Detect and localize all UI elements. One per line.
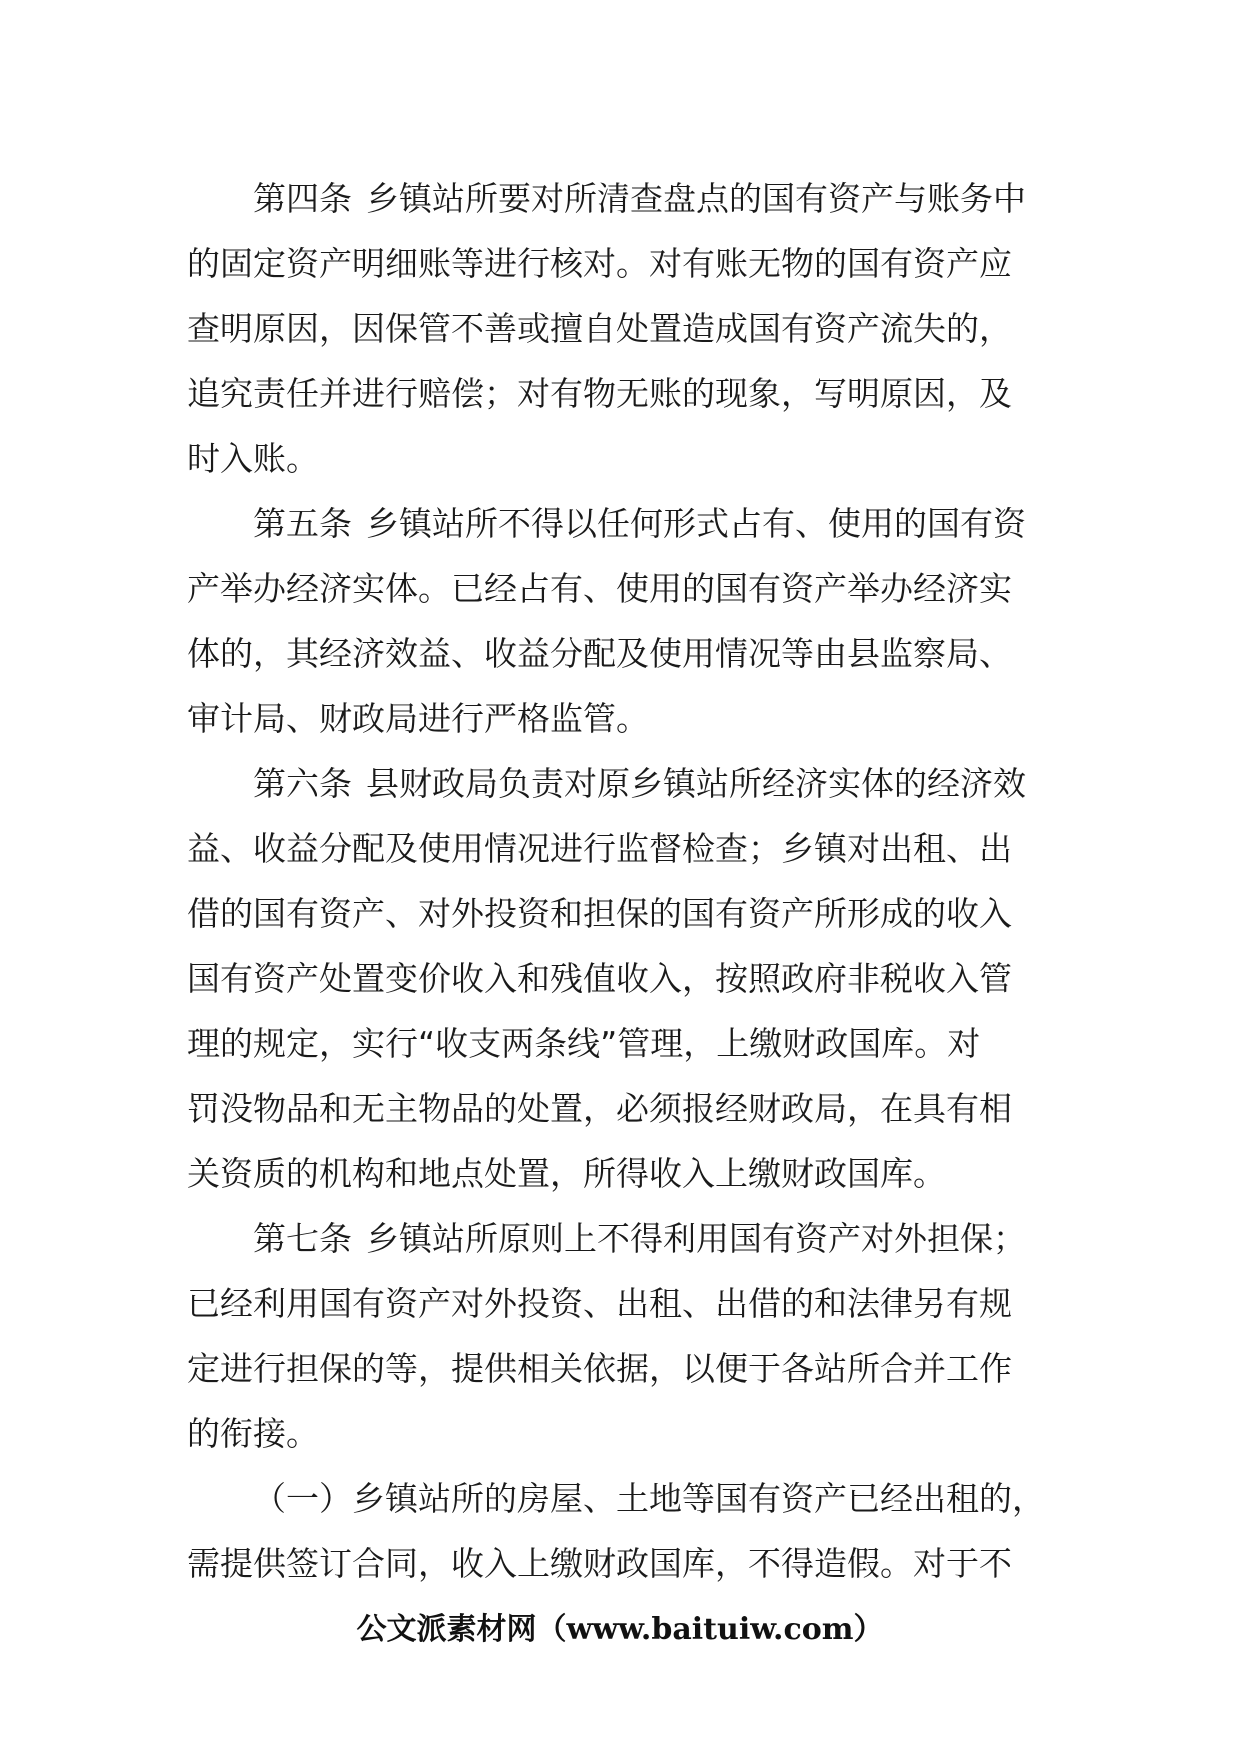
article-4-heading: 第四条	[253, 179, 352, 218]
article-5-line-3: 体的，其经济效益、收益分配及使用情况等由县监察局、	[187, 634, 1012, 673]
article-6-line-6: 罚没物品和无主物品的处置，必须报经财政局，在具有相	[187, 1089, 1012, 1128]
article-4-line-1: 第四条 乡镇站所要对所清查盘点的国有资产与账务中	[253, 179, 1026, 218]
article-6-line-2: 益、收益分配及使用情况进行监督检查；乡镇对出租、出	[187, 829, 1012, 868]
article-7-line-2: 已经利用国有资产对外投资、出租、出借的和法律另有规	[187, 1284, 1012, 1323]
item-1-line-1: （一）乡镇站所的房屋、土地等国有资产已经出租的，	[253, 1479, 1045, 1518]
article-6-line-4: 国有资产处置变价收入和残值收入，按照政府非税收入管	[187, 959, 1012, 998]
article-6-heading: 第六条	[253, 764, 352, 803]
article-6-line-1: 第六条 县财政局负责对原乡镇站所经济实体的经济效	[253, 764, 1026, 803]
article-5-line-4: 审计局、财政局进行严格监管。	[187, 699, 649, 738]
article-5-line-1: 第五条 乡镇站所不得以任何形式占有、使用的国有资	[253, 504, 1026, 543]
article-6-line-7: 关资质的机构和地点处置，所得收入上缴财政国库。	[187, 1154, 946, 1193]
article-5-heading: 第五条	[253, 504, 352, 543]
footer-source: 公文派素材网（www.baituiw.com）	[356, 1612, 884, 1647]
item-1-line-2: 需提供签订合同，收入上缴财政国库，不得造假。对于不	[187, 1544, 1012, 1583]
article-6-line-3: 借的国有资产、对外投资和担保的国有资产所形成的收入	[187, 894, 1012, 933]
article-7-heading: 第七条	[253, 1219, 352, 1258]
document-body	[187, 166, 1067, 1596]
article-7-line-1: 第七条 乡镇站所原则上不得利用国有资产对外担保；	[253, 1219, 1026, 1258]
article-4-line-3: 查明原因，因保管不善或擅自处置造成国有资产流失的，	[187, 309, 1012, 348]
article-4-line-2: 的固定资产明细账等进行核对。对有账无物的国有资产应	[187, 244, 1012, 283]
article-7-line-3: 定进行担保的等，提供相关依据，以便于各站所合并工作	[187, 1349, 1012, 1388]
article-7-line-4: 的衔接。	[187, 1414, 319, 1453]
article-5-line-2: 产举办经济实体。已经占有、使用的国有资产举办经济实	[187, 569, 1012, 608]
article-6-line-5: 理的规定，实行“收支两条线”管理，上缴财政国库。对	[187, 1024, 981, 1063]
article-4-line-4: 追究责任并进行赔偿；对有物无账的现象，写明原因，及	[187, 374, 1012, 413]
article-4-line-5: 时入账。	[187, 439, 319, 478]
